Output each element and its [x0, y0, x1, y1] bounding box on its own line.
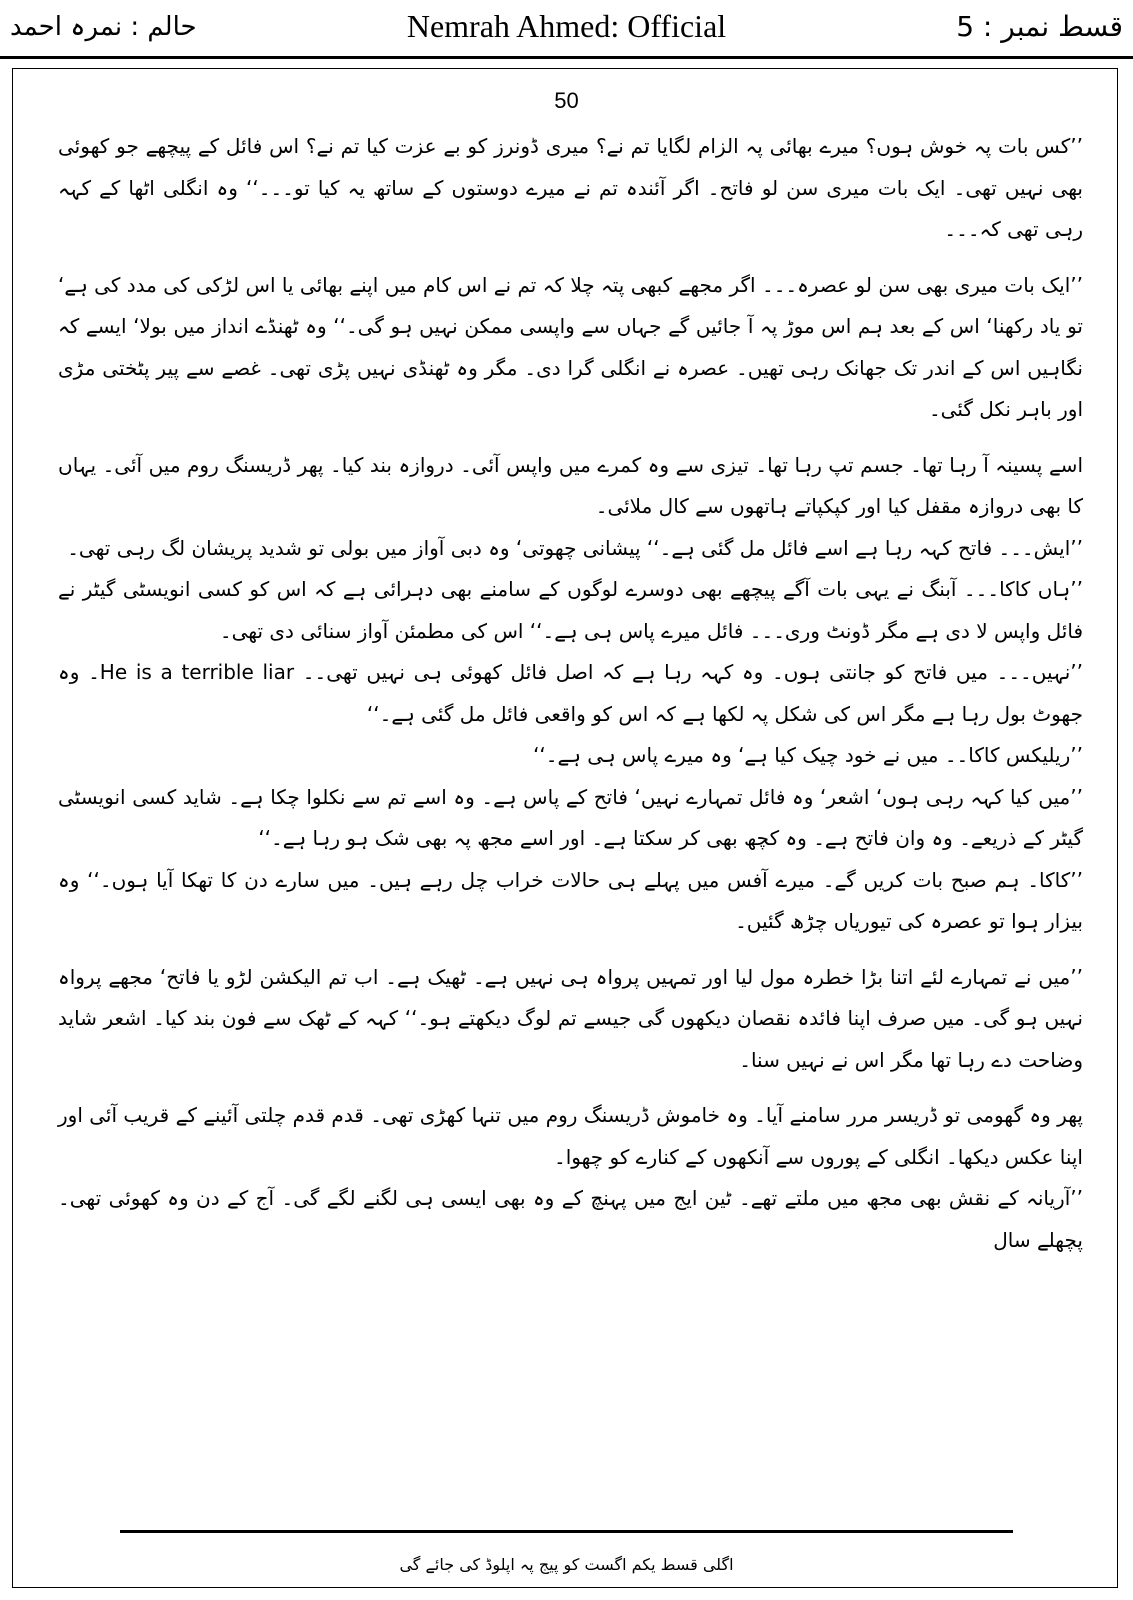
page-number: 50 — [554, 88, 579, 113]
paragraph: ’’کاکا۔ ہم صبح بات کریں گے۔ میرے آفس میں پہلے ہی حالات خراب چل رہے ہیں۔ میں سارے دن کا تھکا آیا ہوں۔‘‘ وہ بیزار ہوا تو عصرہ کی تیوریاں چڑھ گئیں۔ — [58, 867, 1083, 933]
paragraph: ’’ایک بات میری بھی سن لو عصرہ۔۔۔ اگر مجھے کبھی پتہ چلا کہ تم نے اس کام میں اپنے بھائی یا اس لڑکی کی مدد کی ہے‘ تو یاد رکھنا‘ اس کے بعد ہم اس موڑ پہ آ جائیں گے جہاں سے واپسی ممکن نہیں ہو گی۔‘‘ وہ ٹھنڈے انداز میں بولا‘ ایسے کہ نگاہیں اس کے اندر تک جھانک رہی تھیں۔ عصرہ نے انگلی گرا دی۔ مگر وہ ٹھنڈی نہیں پڑی تھی۔ غصے سے پیر پٹختی مڑی اور باہر نکل گئی۔ — [58, 272, 1083, 421]
page-header — [0, 0, 1133, 60]
paragraph: ’’نہیں۔۔۔ میں فاتح کو جانتی ہوں۔ وہ کہہ رہا ہے کہ اصل فائل کھوئی ہی نہیں تھی۔۔ He is a terrible liar۔ وہ جھوٹ بول رہا ہے مگر اس کی شکل پہ لکھا ہے کہ اس کو واقعی فائل مل گئی ہے۔‘‘ — [58, 660, 1084, 726]
footer-note: اگلی قسط یکم اگست کو پیج پہ اپلوڈ کی جائے گی — [399, 1555, 734, 1574]
site-title: Nemrah Ahmed: Official — [406, 8, 727, 44]
paragraph: ’’میں کیا کہہ رہی ہوں‘ اشعر‘ وہ فائل تمہارے نہیں‘ فاتح کے پاس ہے۔ وہ اسے تم سے نکلوا چکا ہے۔ شاید کسی انویسٹی گیٹر کے ذریعے۔ وہ وان فاتح ہے۔ وہ کچھ بھی کر سکتا ہے۔ اور اسے مجھ پہ بھی شک ہو رہا ہے۔‘‘ — [58, 784, 1083, 850]
paragraph: ’’میں نے تمہارے لئے اتنا بڑا خطرہ مول لیا اور تمہیں پرواہ ہی نہیں ہے۔ ٹھیک ہے۔ اب تم الیکشن لڑو یا فاتح‘ مجھے پرواہ نہیں ہو گی۔ میں صرف اپنا فائدہ نقصان دیکھوں گی جیسے تم لوگ دیکھتے ہو۔‘‘ کہہ کے ٹھک سے فون بند کیا۔ اشعر شاید وضاحت دے رہا تھا مگر اس نے نہیں سنا۔ — [58, 964, 1083, 1072]
paragraph: ’’آریانہ کے نقش بھی مجھ میں ملتے تھے۔ ٹین ایج میں پہنچ کے وہ بھی ایسی ہی لگنے لگے گی۔ آج کے دن وہ کھوئی تھی۔ پچھلے سال — [58, 1186, 1083, 1252]
paragraph: ’’ریلیکس کاکا۔۔ میں نے خود چیک کیا ہے‘ وہ میرے پاس ہی ہے۔‘‘ — [533, 743, 1083, 767]
story-text — [58, 126, 1083, 1261]
paragraph: ’’کس بات پہ خوش ہوں؟ میرے بھائی پہ الزام لگایا تم نے؟ میری ڈونرز کو بے عزت کیا تم نے؟ اس فائل کے پیچھے جو کھوئی بھی نہیں تھی۔ ایک بات میری سن لو فاتح۔ اگر آئندہ تم نے میرے دوستوں کے ساتھ یہ کیا تو۔۔۔‘‘ وہ انگلی اٹھا کے کہہ رہی تھی کہ۔۔۔ — [58, 134, 1083, 241]
paragraph: ’’ہاں کاکا۔۔۔ آبنگ نے یہی بات آگے پیچھے بھی دوسرے لوگوں کے سامنے بھی دہرائی ہے کہ اس کو کسی انویسٹی گیٹر نے فائل واپس لا دی ہے مگر ڈونٹ وری۔۔۔ فائل میرے پاس ہی ہے۔‘‘ اس کی مطمئن آواز سنائی دی تھی۔ — [58, 577, 1083, 643]
paragraph: پھر وہ گھومی تو ڈریسر مرر سامنے آیا۔ وہ خاموش ڈریسنگ روم میں تنہا کھڑی تھی۔ قدم قدم چلتی آئینے کے قریب آئی اور اپنا عکس دیکھا۔ انگلی کے پوروں سے آنکھوں کے کنارے کو چھوا۔ — [58, 1103, 1083, 1169]
paragraph: اسے پسینہ آ رہا تھا۔ جسم تپ رہا تھا۔ تیزی سے وہ کمرے میں واپس آئی۔ دروازہ بند کیا۔ پھر ڈریسنگ روم میں آئی۔ یہاں کا بھی دروازہ مقفل کیا اور کپکپاتے ہاتھوں سے کال ملائی۔ — [58, 452, 1083, 518]
episode-label: قسط نمبر : 5 — [956, 10, 1123, 43]
author-label: حالم : نمرہ احمد — [10, 12, 197, 42]
footer-divider — [120, 1530, 1013, 1533]
paragraph: ’’ایش۔۔۔ فاتح کہہ رہا ہے اسے فائل مل گئی ہے۔‘‘ پیشانی چھوتی‘ وہ دبی آواز میں بولی تو شدید پریشان لگ رہی تھی۔ — [67, 535, 1083, 560]
header-divider — [0, 56, 1133, 59]
